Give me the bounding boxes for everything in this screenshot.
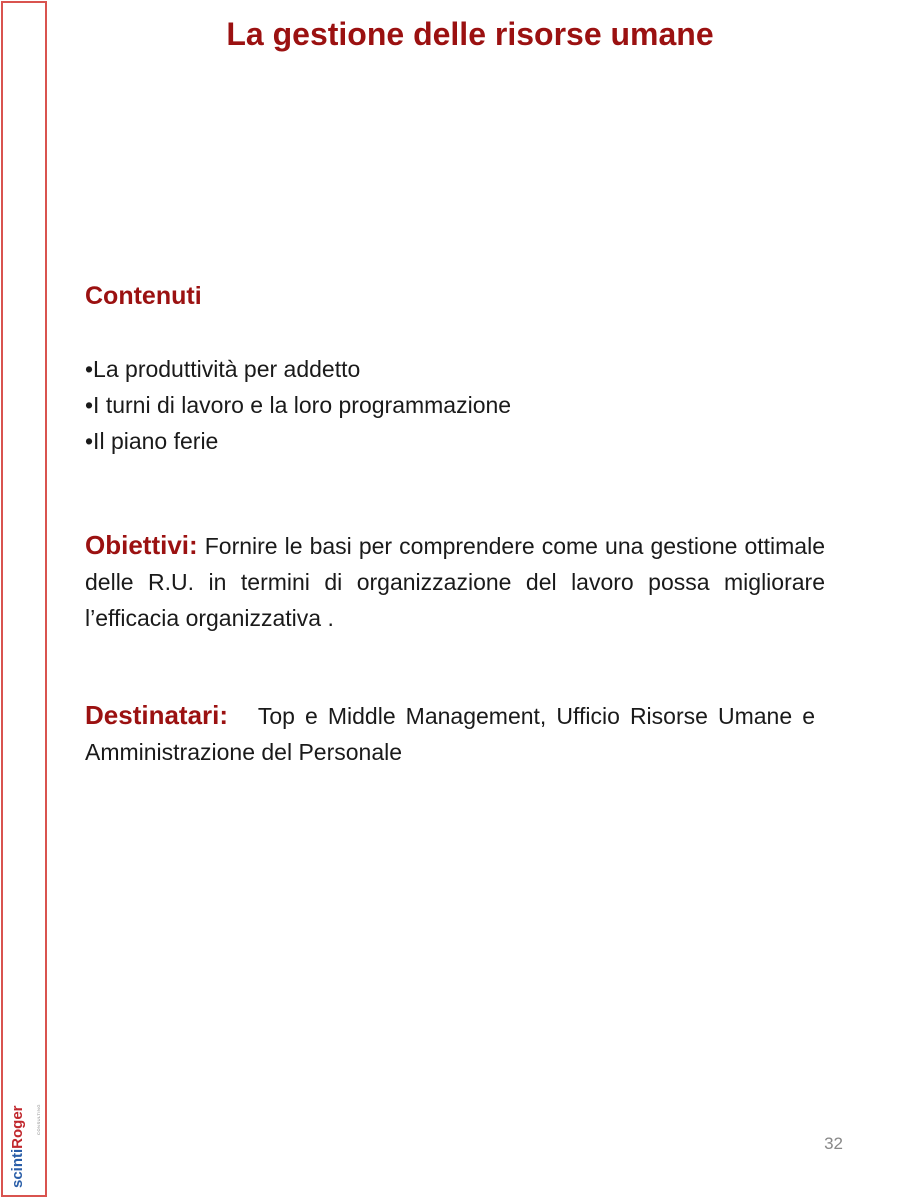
company-logo	[10, 1100, 44, 1190]
logo-part-a: scinti	[9, 1148, 26, 1188]
contenuti-item: •Il piano ferie	[85, 428, 219, 454]
contenuti-list	[85, 351, 511, 459]
logo-tagline: CONSULTING	[36, 1104, 41, 1135]
obiettivi-text: Fornire le basi per comprendere come una gestione ottimale delle R.U. in termini di organizzazione del lavoro possa migliorare l’efficacia organizzativa .	[85, 533, 826, 631]
destinatari-paragraph	[85, 697, 815, 770]
slide-title: La gestione delle risorse umane	[226, 16, 714, 52]
obiettivi-label: Obiettivi:	[85, 530, 198, 560]
contenuti-item: •La produttività per addetto	[85, 356, 361, 382]
left-border-band	[1, 1, 47, 1197]
destinatari-label: Destinatari:	[85, 700, 229, 730]
logo-wordmark	[10, 1105, 26, 1188]
contenuti-item: •I turni di lavoro e la loro programmazione	[85, 392, 512, 418]
logo-part-b: Roger	[9, 1105, 26, 1149]
contenuti-heading: Contenuti	[85, 282, 202, 310]
destinatari-text: Top e Middle Management, Ufficio Risorse Umane e Amministrazione del Personale	[85, 703, 815, 765]
obiettivi-paragraph	[85, 527, 825, 636]
page-number: 32	[824, 1134, 843, 1153]
